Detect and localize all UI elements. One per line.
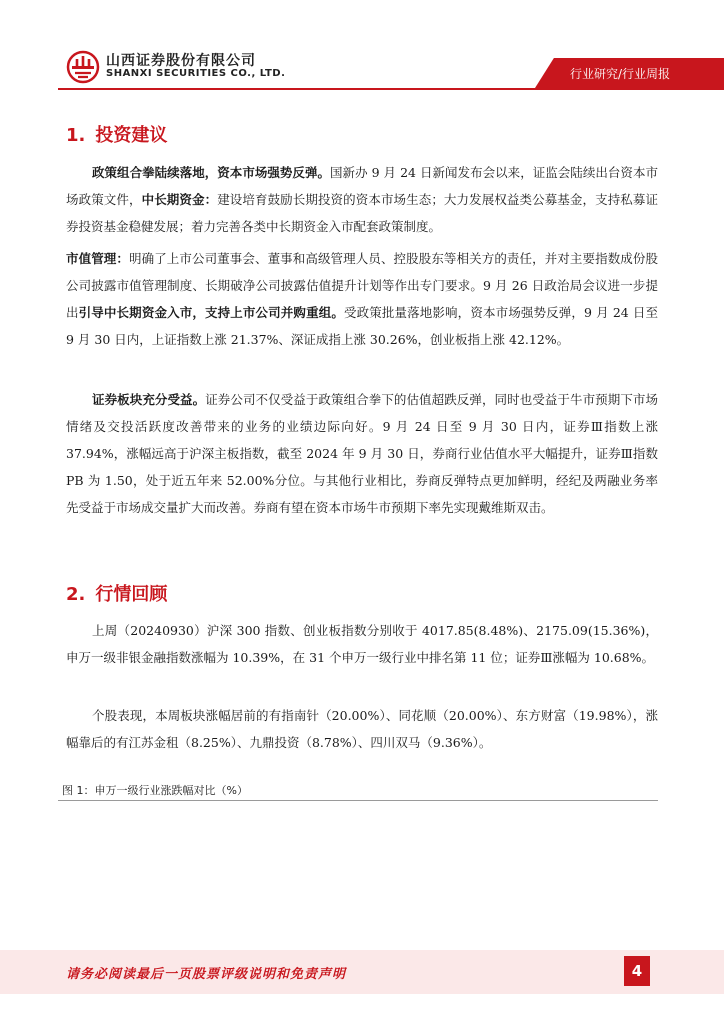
text-run: 建设培育鼓励长期投资的资本市场生态；大力发展权益类公募基金，支持私募证券投资基金稳健发展；着力完善各类中长期资金入市配套政策制度。: [66, 192, 658, 234]
text-run: 受政策批量落地影响，资本市场强势反弹，9 月 24 日至 9 月 30 日内，上证指数上涨 21.37%、深证成指上涨 30.26%，创业板指上涨 42.12%。: [66, 305, 658, 347]
section-title-text: 行情回顾: [95, 584, 168, 605]
figure-caption: 图 1：申万一级行业涨跌幅对比（%）: [62, 784, 248, 797]
company-name-cn: 山西证券股份有限公司: [106, 53, 256, 69]
figure-divider: [58, 800, 658, 801]
section-title-text: 投资建议: [95, 125, 168, 146]
paragraph: [66, 617, 658, 671]
header-divider: [58, 88, 724, 90]
section-title-investment-advice: [66, 121, 167, 147]
text-run: 明确了上市公司董事会、董事和高级管理人员、控股股东等相关方的责任，并对主要指数成份股公司披露市值管理制度、长期破净公司披露估值提升计划等作出专门要求。9 月 26 日政治局会议进一步提出: [66, 251, 658, 320]
section-number: 2.: [66, 584, 86, 605]
company-name-en: SHANXI SECURITIES CO., LTD.: [106, 68, 286, 79]
disclaimer-notice: 请务必阅读最后一页股票评级说明和免责声明: [66, 967, 347, 982]
text-run: 个股表现，本周板块涨幅居前的有指南针（20.00%）、同花顺（20.00%）、东方财富（19.98%），涨幅靠后的有江苏金租（8.25%）、九鼎投资（8.78%）、四川双马（9.36%）。: [66, 708, 658, 750]
paragraph: [66, 386, 658, 521]
text-run: 国新办 9 月 24 日新闻发布会以来，证监会陆续出台资本市场政策文件，: [66, 165, 658, 207]
bold-lead: 市值管理：: [66, 251, 129, 266]
section-title-market-review: [66, 580, 167, 606]
bold-run: 中长期资金：: [141, 192, 218, 207]
report-category: 行业研究/行业周报: [569, 67, 670, 81]
page-number: 4: [624, 956, 650, 986]
paragraph: [66, 702, 658, 756]
paragraph: [66, 245, 658, 353]
text-run: 证券公司不仅受益于政策组合拳下的估值超跌反弹，同时也受益于牛市预期下市场情绪及交投活跃度改善带来的业务的业绩边际向好。9 月 24 日至 9 月 30 日内，证券Ⅲ指数上涨 37.94%，涨幅远高于沪深主板指数，截至 2024 年 9 月 30 日，券商行业估值水平大幅提升，证券Ⅲ指数 PB 为 1.50，处于近五年来 52.00%分位。与其他行业相比，券商反弹特点更加鲜明，经纪及两融业务率先受益于市场成交量扩大而改善。券商有望在资本市场牛市预期下率先实现戴维斯双击。: [66, 392, 658, 515]
bold-lead: 政策组合拳陆续落地，资本市场强势反弹。: [92, 165, 331, 180]
bold-lead: 证券板块充分受益。: [92, 392, 206, 407]
section-number: 1.: [66, 125, 86, 146]
shanxi-securities-logo-icon: [66, 50, 100, 84]
paragraph: [66, 159, 658, 240]
text-run: 上周（20240930）沪深 300 指数、创业板指数分别收于 4017.85(8.48%)、2175.09(15.36%)，申万一级非银金融指数涨幅为 10.39%，在 31 个申万一级行业中排名第 11 位；证券Ⅲ涨幅为 10.68%。: [66, 623, 658, 665]
bold-run: 引导中长期资金入市，支持上市公司并购重组。: [78, 305, 344, 320]
